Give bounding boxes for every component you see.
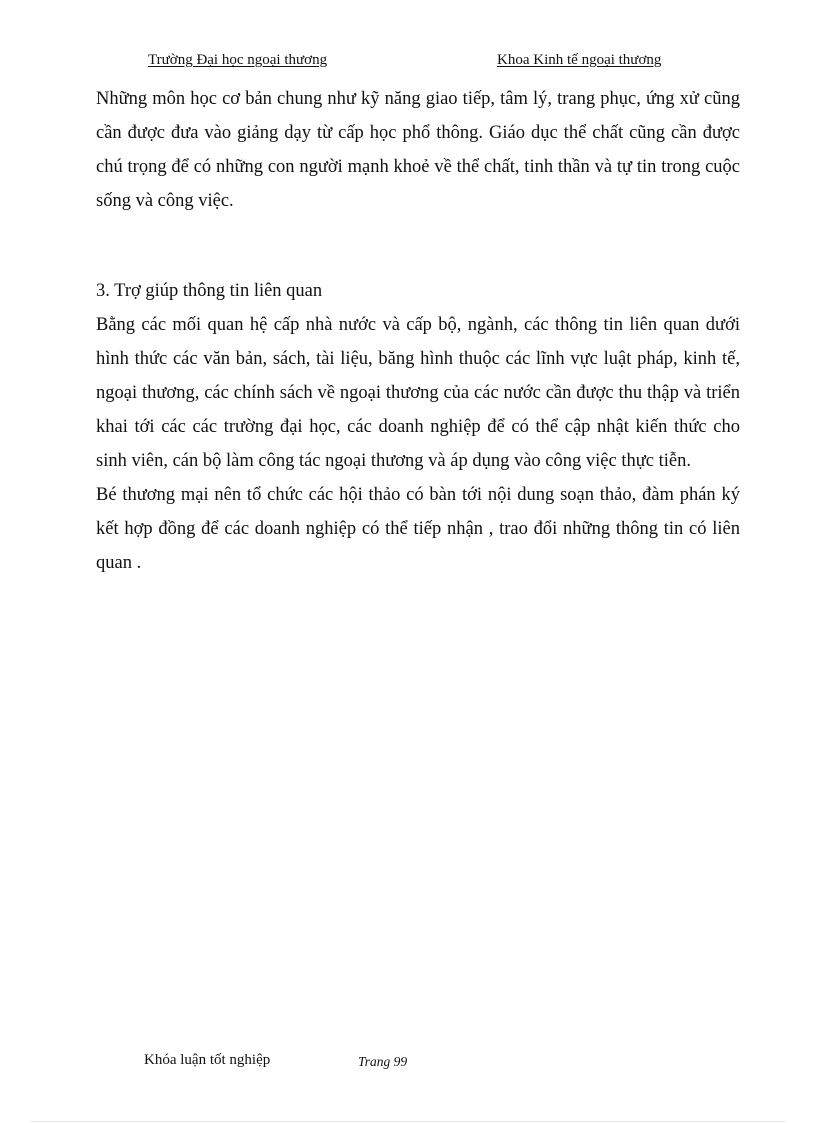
- paragraph-information-support: Bằng các mối quan hệ cấp nhà nước và cấp bộ, ngành, các thông tin liên quan dưới hình thức các văn bản, sách, tài liệu, băng hình thuộc các lĩnh vực luật pháp, kinh tế, ngoại thương, các chính sách về ngoại thương của các nước cần được thu thập và triển khai tới các các trường đại học, các doanh nghiệp để có thể cập nhật kiến thức cho sinh viên, cán bộ làm công tác ngoại thương và áp dụng vào công việc thực tiễn.: [96, 315, 740, 471]
- page-footer: [0, 1052, 816, 1076]
- paragraph-trade-ministry: Bé thương mại nên tổ chức các hội thảo có bàn tới nội dung soạn thảo, đàm phán ký kết hợp đồng để các doanh nghiệp có thể tiếp nhận , trao đổi những thông tin có liên quan .: [96, 485, 740, 573]
- header-university: Trường Đại học ngoại thương: [148, 52, 328, 68]
- paragraph-soft-skills: Những môn học cơ bản chung như kỹ năng giao tiếp, tâm lý, trang phục, ứng xử cũng cần được đưa vào giảng dạy từ cấp học phổ thông. Giáo dục thể chất cũng cần được chú trọng để có những con người mạnh khoẻ về thể chất, tinh thần và tự tin trong cuộc sống và công việc.: [96, 89, 740, 211]
- footer-page-number: Trang 99: [358, 1054, 408, 1069]
- page-header: [0, 52, 816, 74]
- section-heading: 3. Trợ giúp thông tin liên quan: [96, 281, 323, 301]
- footer-thesis-label: Khóa luận tốt nghiệp: [144, 1052, 271, 1068]
- page-bottom-divider: [30, 1121, 786, 1122]
- header-faculty: Khoa Kinh tế ngoại thương: [497, 52, 662, 68]
